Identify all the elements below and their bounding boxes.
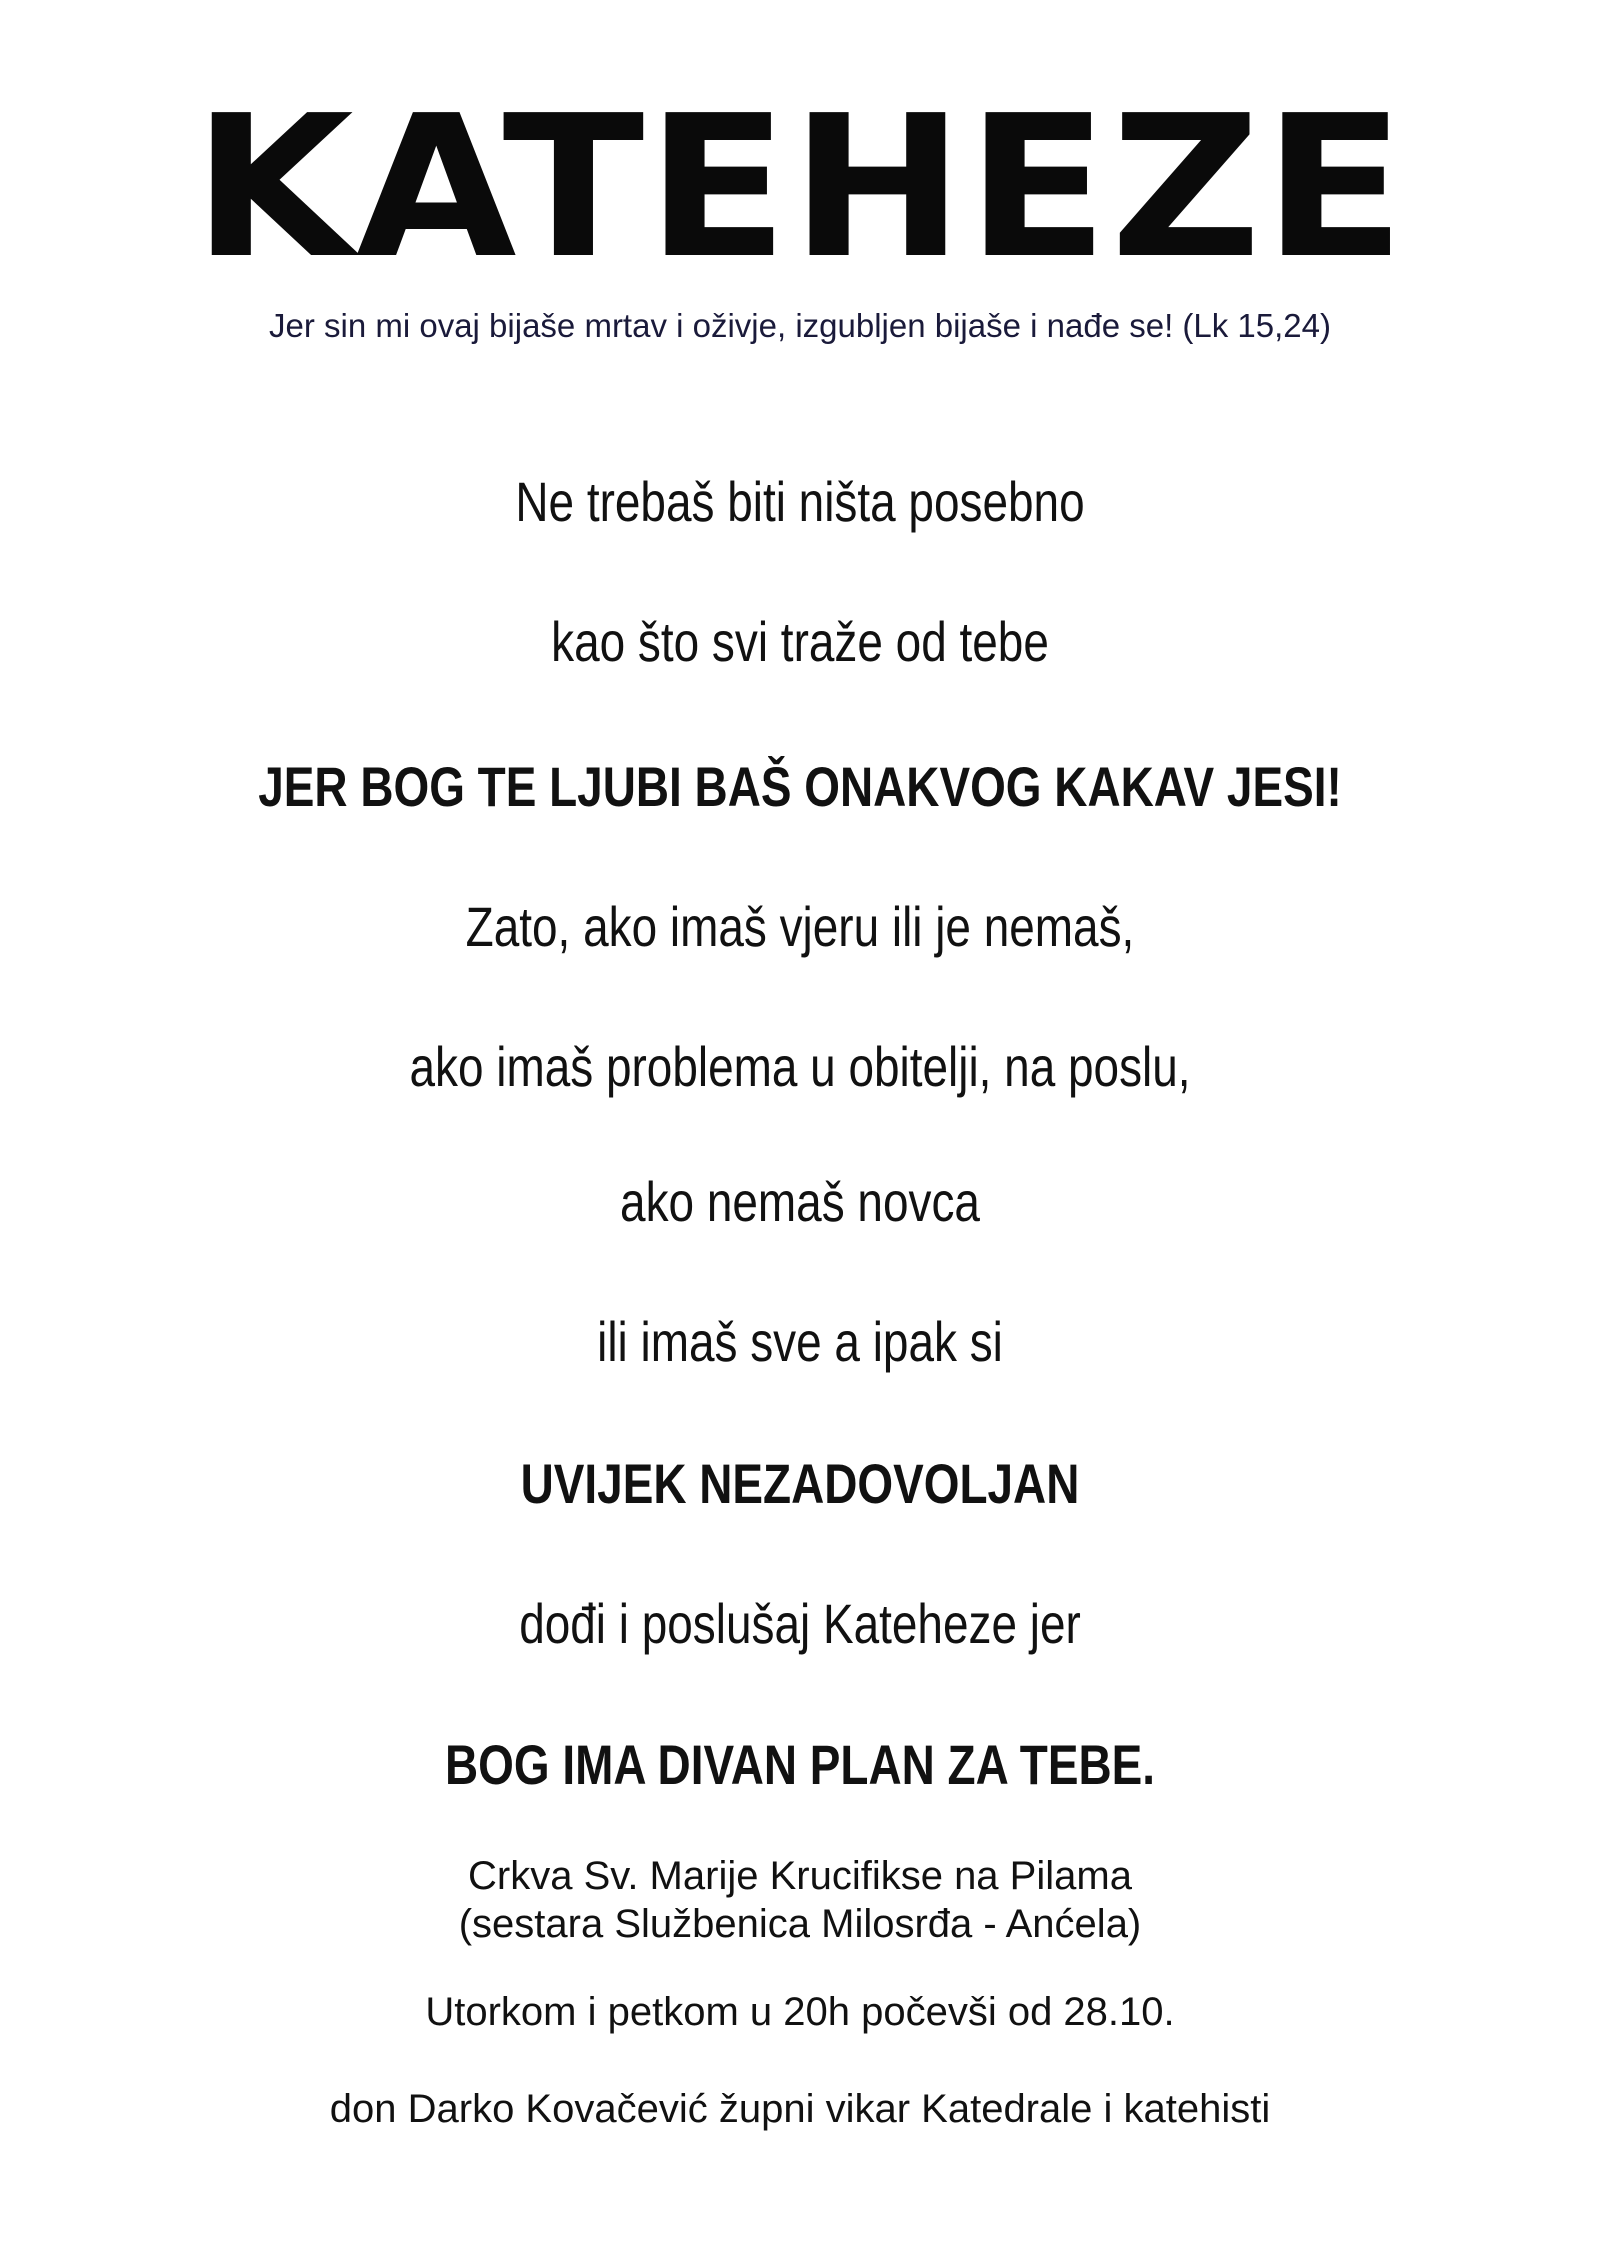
message-line-4: Zato, ako imaš vjeru ili je nemaš,	[465, 895, 1135, 958]
message-line-8-emphasis: UVIJEK NEZADOVOLJAN	[520, 1452, 1080, 1515]
schedule: Utorkom i petkom u 20h počevši od 28.10.	[425, 1990, 1175, 2034]
location-line-1: Crkva Sv. Marije Krucifikse na Pilama	[468, 1854, 1132, 1898]
bible-quote: Jer sin mi ovaj bijaše mrtav i oživje, izgubljen bijaše i nađe se! (Lk 15,24)	[269, 307, 1331, 344]
message-line-9: dođi i poslušaj Kateheze jer	[519, 1592, 1081, 1655]
message-line-6: ako nemaš novca	[620, 1170, 980, 1233]
location-line-2: (sestara Službenica Milosrđa - Anćela)	[458, 1902, 1142, 1946]
organizer: don Darko Kovačević župni vikar Katedrale i katehisti	[329, 2087, 1271, 2131]
message-line-10-emphasis: BOG IMA DIVAN PLAN ZA TEBE.	[444, 1733, 1156, 1796]
message-line-1: Ne trebaš biti ništa posebno	[515, 470, 1085, 533]
message-line-3-emphasis: JER BOG TE LJUBI BAŠ ONAKVOG KAKAV JESI!	[258, 755, 1342, 818]
message-line-7: ili imaš sve a ipak si	[597, 1310, 1003, 1373]
poster-title: KATEHEZE	[192, 74, 1408, 302]
message-line-2: kao što svi traže od tebe	[551, 610, 1049, 673]
message-line-5: ako imaš problema u obitelji, na poslu,	[409, 1035, 1191, 1098]
